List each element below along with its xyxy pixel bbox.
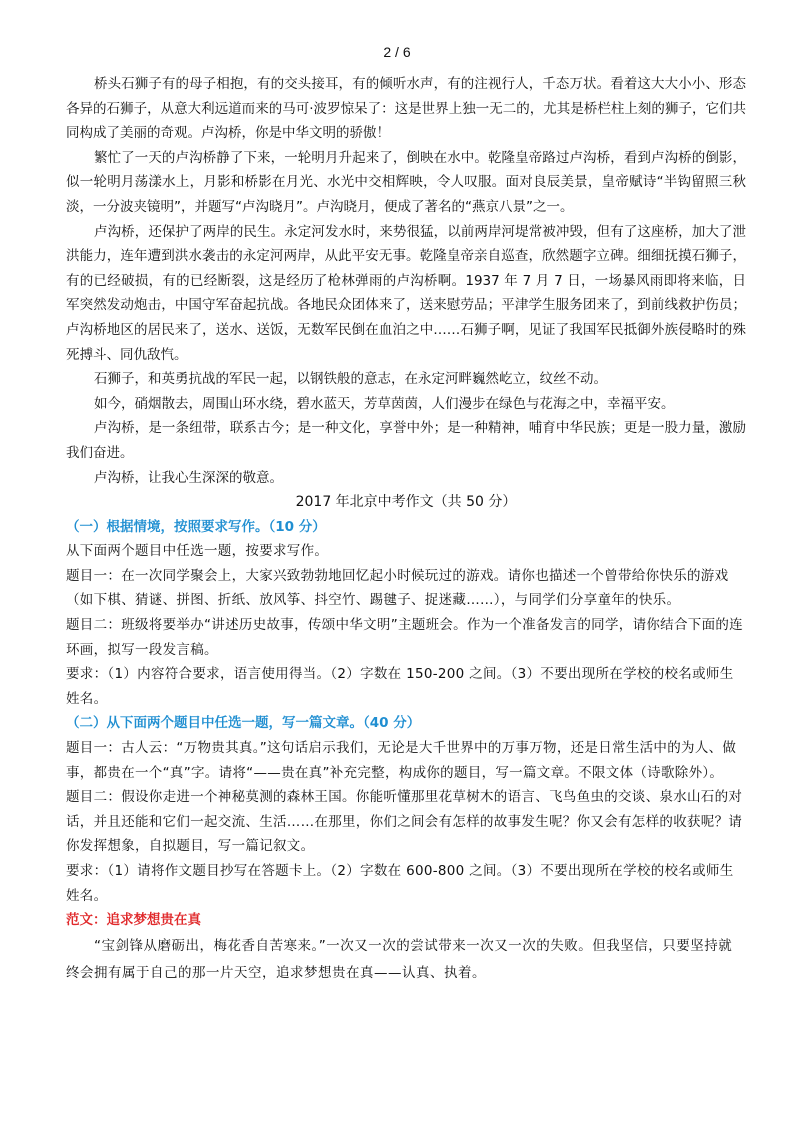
section-1-topic-1: 题目一：在一次同学聚会上，大家兴致勃勃地回忆起小时候玩过的游戏。请你也描述一个曾带给你快乐的游戏（如下棋、猜谜、拼图、折纸、放风筝、抖空竹、踢毽子、捉迷藏……），与同学们分享童年的快乐。 — [66, 567, 729, 609]
section-2-requirements: 要求：（1）请将作文题目抄写在答题卡上。（2）字数在 600-800 之间。（3）不要出现所在学校的校名或师生姓名。 — [66, 863, 734, 904]
sample-essay-heading: 范文：追求梦想贵在真 — [66, 912, 201, 929]
section-2-topic-1: 题目一：古人云：“万物贵其真。”这句话启示我们，无论是大千世界中的万事万物，还是日常生活中的为人、做事，都贵在一个“真”字。请将“——贵在真”补充完整，构成你的题目，写一篇文章。不限文体（诗歌除外）。 — [66, 740, 737, 781]
section-1-heading: （一）根据情境，按照要求写作。（10 分） — [66, 518, 326, 535]
story-paragraph-7: 卢沟桥，让我心生深深的敬意。 — [94, 469, 283, 486]
story-paragraph-1: 桥头石狮子有的母子相抱，有的交头接耳，有的倾听水声，有的注视行人，千态万状。看着这大大小小、形态各异的石狮子，从意大利远道而来的马可·波罗惊呆了：这是世界上独一无二的，尤其是桥栏柱上刻的狮子，它们共同构成了美丽的奇观。卢沟桥，你是中华文明的骄傲！ — [66, 76, 746, 142]
sample-essay-paragraph-1: “宝剑锋从磨砺出，梅花香自苦寒来。”一次又一次的尝试带来一次又一次的失败。但我坚信，只要坚持就终会拥有属于自己的那一片天空，追求梦想贵在真——认真、执着。 — [66, 937, 733, 981]
section-1-topic-2: 题目二：班级将要举办“讲述历史故事，传颂中华文明”主题班会。作为一个准备发言的同学，请你结合下面的连环画，拟写一段发言稿。 — [66, 617, 743, 658]
section-1-intro: 从下面两个题目中任选一题，按要求写作。 — [66, 543, 329, 560]
story-paragraph-5: 如今，硝烟散去，周围山环水绕，碧水蓝天，芳草茵茵，人们漫步在绿色与花海之中，幸福平安。 — [94, 395, 675, 412]
page-number: 2 / 6 — [383, 44, 411, 60]
story-paragraph-3: 卢沟桥，还保护了两岸的民生。永定河发水时，来势很猛，以前两岸河堤常被冲毁，但有了这座桥，加大了泄洪能力，连年遭到洪水袭击的永定河两岸，从此平安无事。乾隆皇帝亲自巡查，欣然题字立碑。细细抚摸石狮子，有的已经破损，有的已经断裂，这是经历了枪林弹雨的卢沟桥啊。1937 年 7 月 7 日，一场暴风雨即将来临，日军突然发动炮击，中国守军奋起抗战。各地民众团体来了，送来慰劳品；平津学生服务团来了，到前线救护伤员；卢沟桥地区的居民来了，送水、送饭，无数军民倒在血泊之中……石狮子啊，见证了我国军民抵御外族侵略时的殊死搏斗、同仇敌忾。 — [66, 223, 746, 363]
story-paragraph-6: 卢沟桥，是一条纽带，联系古今；是一种文化，享誉中外；是一种精神，哺育中华民族；更是一股力量，激励我们奋进。 — [66, 420, 746, 461]
exam-title: 2017 年北京中考作文（共 50 分） — [295, 494, 517, 511]
section-2-topic-2: 题目二：假设你走进一个神秘莫测的森林王国。你能听懂那里花草树木的语言、飞鸟鱼虫的交谈、泉水山石的对话，并且还能和它们一起交流、生活……在那里，你们之间会有怎样的故事发生呢？你又会有怎样的收获呢？请你发挥想象，自拟题目，写一篇记叙文。 — [66, 789, 743, 855]
story-paragraph-2: 繁忙了一天的卢沟桥静了下来，一轮明月升起来了，倒映在水中。乾隆皇帝路过卢沟桥，看到卢沟桥的倒影，似一轮明月荡漾水上，月影和桥影在月光、水光中交相辉映，令人叹服。面对良辰美景，皇帝赋诗“半钩留照三秋淡，一分波夹镜明”，并题写“卢沟晓月”。卢沟晓月，便成了著名的“燕京八景”之一。 — [66, 149, 746, 215]
section-2-heading: （二）从下面两个题目中任选一题，写一篇文章。（40 分） — [66, 715, 421, 732]
section-1-requirements: 要求：（1）内容符合要求，语言使用得当。（2）字数在 150-200 之间。（3）不要出现所在学校的校名或师生姓名。 — [66, 666, 734, 707]
document-body — [66, 72, 746, 987]
story-paragraph-4: 石狮子，和英勇抗战的军民一起，以钢铁般的意志，在永定河畔巍然屹立，纹丝不动。 — [94, 371, 607, 388]
